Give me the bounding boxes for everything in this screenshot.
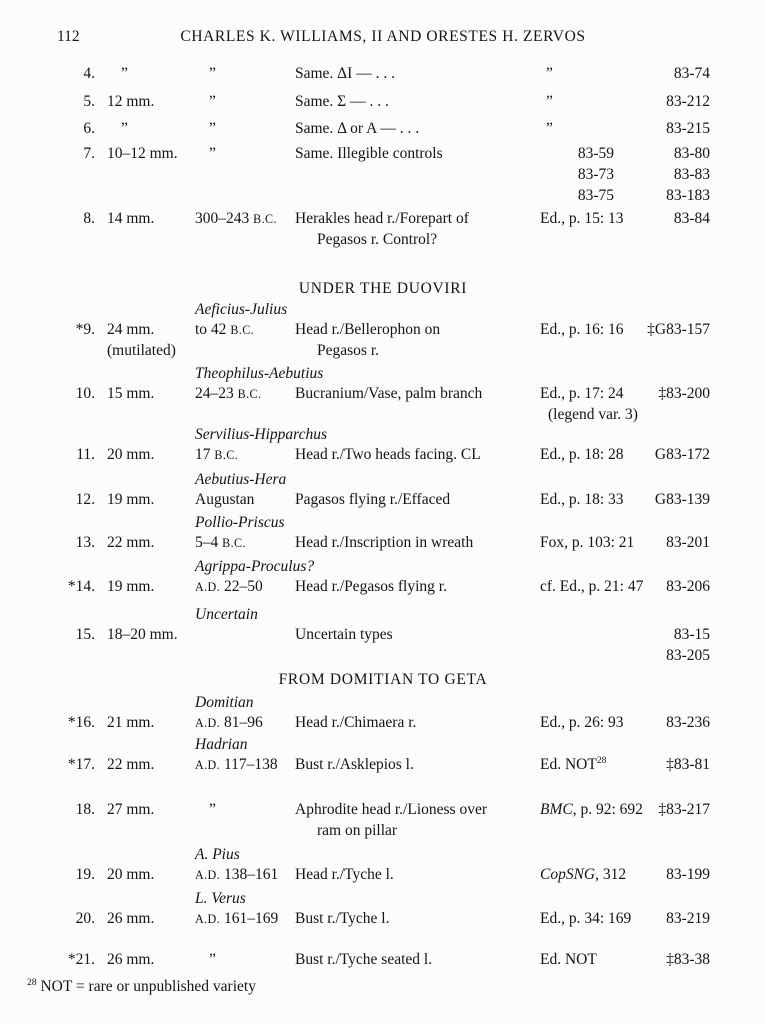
plate-star: * <box>67 951 76 968</box>
description-cell <box>295 444 540 465</box>
catalog-entry <box>45 471 721 510</box>
reference-cell <box>540 799 643 820</box>
description-line: Same. ΔI — . . . <box>295 65 395 82</box>
ditto-mark: ” <box>209 951 216 968</box>
description-line: Pegasos r. <box>317 342 379 359</box>
magistrate-name: Pollio-Priscus <box>195 514 285 531</box>
catalog-number: G83-172 <box>654 446 710 463</box>
catalog-entry <box>45 949 721 970</box>
entry-number: 9. * <box>75 321 95 338</box>
catalog-number: ‡83-217 <box>658 801 710 818</box>
reference-cell <box>540 576 644 597</box>
catalog-number-cell <box>630 319 710 340</box>
description-line: Uncertain types <box>295 626 393 643</box>
magistrate-name: Domitian <box>195 694 254 711</box>
catalog-number-cell <box>630 799 710 820</box>
entry-number: 7. <box>83 145 95 162</box>
reference-line: Ed., p. 18: 28 <box>540 446 624 463</box>
date-line: to 42 B.C. <box>195 321 255 338</box>
catalog-number-cell <box>630 624 710 666</box>
date-cell <box>195 949 295 970</box>
description-cell <box>295 864 540 885</box>
size-cell <box>95 754 195 775</box>
entry-row <box>45 576 721 598</box>
reference-line: Ed. NOT$^{28}$ <box>540 754 607 773</box>
reference-cell <box>540 754 630 775</box>
ditto-mark: ” <box>209 120 216 137</box>
catalog-number: ‡G83-157 <box>647 321 710 338</box>
entry-number: 12. <box>75 491 95 508</box>
catalog-entry <box>45 799 721 841</box>
size-line: 22 mm. <box>107 756 155 773</box>
size-cell <box>95 908 195 929</box>
catalog-entry <box>45 694 721 734</box>
entry-row <box>45 489 721 510</box>
catalog-entry <box>45 118 721 139</box>
size-line: 20 mm. <box>107 866 155 883</box>
description-line: Same. Illegible controls <box>295 145 443 162</box>
catalog-number-cell <box>630 91 710 112</box>
description-cell <box>295 908 540 929</box>
size-cell <box>95 319 195 361</box>
description-cell <box>295 208 540 250</box>
reference-cell <box>540 489 630 510</box>
entry-row <box>45 208 721 250</box>
description-cell <box>295 143 540 164</box>
catalog-number: 83-183 <box>666 187 710 204</box>
catalog-number: 83-215 <box>666 120 710 137</box>
catalog-number-cell <box>630 949 710 970</box>
ditto-mark: ” <box>121 65 128 82</box>
entry-row <box>45 908 721 930</box>
entry-number: 13. <box>75 534 95 551</box>
description-cell <box>295 118 540 139</box>
entry-row <box>45 143 721 206</box>
size-line: 14 mm. <box>107 210 155 227</box>
entry-number: 10. <box>75 385 95 402</box>
size-line: 19 mm. <box>107 578 155 595</box>
size-line: 24 mm. <box>107 321 155 338</box>
description-line: Head r./Chimaera r. <box>295 714 417 731</box>
reference-cell <box>540 864 630 885</box>
catalog-number-cell <box>630 118 710 139</box>
date-cell <box>195 489 295 510</box>
description-line: Head r./Inscription in wreath <box>295 534 474 551</box>
catalog-number: 83-83 <box>673 166 710 183</box>
size-cell <box>95 576 195 597</box>
reference-line <box>540 91 630 112</box>
catalog-number-cell <box>630 532 710 553</box>
reference-cell <box>540 143 630 206</box>
size-line <box>107 118 195 139</box>
magistrate-name: Aebutius-Hera <box>195 471 287 488</box>
description-line: Head r./Tyche l. <box>295 866 394 883</box>
reference-cell <box>540 319 630 340</box>
entry-row <box>45 532 721 554</box>
description-line: Bust r./Tyche l. <box>295 910 390 927</box>
description-cell <box>295 576 540 597</box>
catalog-number: 83-15 <box>673 626 710 643</box>
catalog-number: 83-219 <box>666 910 710 927</box>
date-cell <box>195 208 295 230</box>
entry-number: 21. * <box>67 951 95 968</box>
plate-star: * <box>67 578 76 595</box>
magistrate-name: Aeficius-Julius <box>195 301 288 318</box>
date-cell <box>195 754 295 776</box>
entry-number: 6. <box>83 120 95 137</box>
date-line: A.D. 117–138 <box>195 756 278 773</box>
catalog-number-cell <box>630 712 710 733</box>
reference-line: Fox, p. 103: 21 <box>540 534 635 551</box>
running-title: CHARLES K. WILLIAMS, II AND ORESTES H. ZERVOS <box>180 28 586 45</box>
catalog-number-cell <box>630 864 710 885</box>
description-cell <box>295 383 540 404</box>
date-line: Augustan <box>195 491 255 508</box>
plate-star: * <box>67 714 76 731</box>
size-cell <box>95 208 195 229</box>
date-cell <box>195 908 295 930</box>
reference-cell <box>540 624 630 625</box>
entry-number: 15. <box>75 626 95 643</box>
description-cell <box>295 754 540 775</box>
date-line: A.D. 138–161 <box>195 866 279 883</box>
catalog-entry <box>45 365 721 425</box>
reference-line: 83-73 <box>577 166 614 183</box>
ditto-mark: ” <box>209 145 216 162</box>
catalog-number: ‡83-38 <box>666 951 710 968</box>
description-cell <box>295 63 540 84</box>
catalog-entry <box>45 736 721 776</box>
date-cell <box>195 712 295 734</box>
date-line <box>195 949 295 970</box>
size-line: 21 mm. <box>107 714 155 731</box>
ditto-mark: ” <box>209 801 216 818</box>
entry-number: 4. <box>83 65 95 82</box>
catalog-number-cell <box>630 208 710 229</box>
description-line: Pegasos r. Control? <box>317 231 438 248</box>
reference-cell <box>540 532 635 553</box>
entry-number: 11. <box>76 446 95 463</box>
reference-cell <box>540 712 630 733</box>
date-cell <box>195 576 295 598</box>
catalog-number: 83-80 <box>673 145 710 162</box>
size-cell <box>95 712 195 733</box>
section-heading: FROM DOMITIAN TO GETA <box>278 671 488 688</box>
date-line <box>195 143 295 164</box>
size-cell <box>95 624 195 645</box>
description-line: Head r./Two heads facing. CL <box>295 446 481 463</box>
catalog-number: 83-206 <box>666 578 710 595</box>
description-line: Bucranium/Vase, palm branch <box>295 385 483 402</box>
entry-row <box>45 444 721 466</box>
section-heading: UNDER THE DUOVIRI <box>298 280 468 297</box>
size-cell <box>95 63 195 84</box>
size-line <box>107 63 195 84</box>
catalog-number: 83-201 <box>666 534 710 551</box>
reference-line: BMC, p. 92: 692 <box>540 801 643 818</box>
page-number: 112 <box>57 28 80 45</box>
entry-row <box>45 91 721 112</box>
entry-number: 8. <box>83 210 95 227</box>
reference-cell <box>540 91 630 112</box>
description-cell <box>295 91 540 112</box>
reference-line: Ed., p. 18: 33 <box>540 491 624 508</box>
description-cell <box>295 489 540 510</box>
description-cell <box>295 624 540 645</box>
size-line: 18–20 mm. <box>107 626 178 643</box>
catalog-entry <box>45 426 721 466</box>
reference-line: (legend var. 3) <box>548 406 638 423</box>
description-line: Aphrodite head r./Lioness over <box>295 801 487 818</box>
catalog-entry <box>45 846 721 886</box>
size-line: 10–12 mm. <box>107 145 178 162</box>
catalog-number: G83-139 <box>654 491 710 508</box>
description-line: Bust r./Asklepios l. <box>295 756 414 773</box>
page-header <box>0 0 766 47</box>
entry-row <box>45 63 721 84</box>
reference-line: cf. Ed., p. 21: 47 <box>540 578 644 595</box>
size-cell <box>95 444 195 465</box>
magistrate-name: Theophilus-Aebutius <box>195 365 324 382</box>
entry-row <box>45 383 721 425</box>
size-cell <box>95 91 195 112</box>
entry-row <box>45 949 721 970</box>
description-cell <box>295 532 540 553</box>
plate-star: * <box>75 321 84 338</box>
reference-line: Ed. NOT <box>540 951 597 968</box>
entry-number: 5. <box>83 93 95 110</box>
date-cell <box>195 624 295 625</box>
date-cell <box>195 444 295 466</box>
reference-line: Ed., p. 16: 16 <box>540 321 624 338</box>
reference-line: 83-75 <box>577 187 614 204</box>
date-line: 300–243 B.C. <box>195 210 277 227</box>
date-line: 24–23 B.C. <box>195 385 262 402</box>
entry-row <box>45 799 721 841</box>
size-cell <box>95 118 195 139</box>
date-cell <box>195 799 295 820</box>
description-cell <box>295 949 540 970</box>
description-cell <box>295 319 540 361</box>
reference-cell <box>540 908 630 929</box>
magistrate-name: Hadrian <box>195 736 248 753</box>
size-cell <box>95 383 195 404</box>
plate-star: * <box>67 756 76 773</box>
entry-row <box>45 754 721 776</box>
size-cell <box>95 489 195 510</box>
date-cell <box>195 143 295 164</box>
date-line: 5–4 B.C. <box>195 534 246 551</box>
description-line: Head r./Pegasos flying r. <box>295 578 447 595</box>
size-line: 19 mm. <box>107 491 155 508</box>
date-cell <box>195 118 295 139</box>
catalog-number: 83-212 <box>666 93 710 110</box>
catalog-number-cell <box>630 576 710 597</box>
size-line: 26 mm. <box>107 951 155 968</box>
catalog-number-cell <box>630 754 710 775</box>
reference-line: Ed., p. 26: 93 <box>540 714 624 731</box>
magistrate-name: Agrippa-Proculus? <box>195 558 315 575</box>
ditto-mark: ” <box>546 65 553 82</box>
entry-row <box>45 624 721 666</box>
size-cell <box>95 799 195 820</box>
reference-cell <box>540 949 630 970</box>
date-cell <box>195 864 295 886</box>
catalog-number: ‡83-200 <box>658 385 710 402</box>
size-line: 12 mm. <box>107 93 155 110</box>
date-line: A.D. 161–169 <box>195 910 279 927</box>
entry-number: 20. <box>75 910 95 927</box>
date-cell <box>195 63 295 84</box>
description-line: Same. Δ or A — . . . <box>295 120 420 137</box>
catalog-entry <box>45 558 721 598</box>
date-line: A.D. 81–96 <box>195 714 263 731</box>
date-line: 17 B.C. <box>195 446 239 463</box>
catalog-number-cell <box>630 383 710 404</box>
size-cell <box>95 949 195 970</box>
entry-row <box>45 712 721 734</box>
size-line: 20 mm. <box>107 446 155 463</box>
reference-line <box>540 63 630 84</box>
catalog-entry <box>45 514 721 554</box>
description-line: Pagasos flying r./Effaced <box>295 491 451 508</box>
date-cell <box>195 532 295 554</box>
reference-line <box>540 118 630 139</box>
ditto-mark: ” <box>209 93 216 110</box>
date-line <box>195 91 295 112</box>
date-line <box>195 118 295 139</box>
description-line: Herakles head r./Forepart of <box>295 210 469 227</box>
magistrate-name: Servilius-Hipparchus <box>195 426 328 443</box>
size-cell <box>95 864 195 885</box>
catalog-entry <box>45 63 721 84</box>
reference-cell <box>540 63 630 84</box>
catalog-entry <box>45 208 721 250</box>
catalog-number-cell <box>630 489 710 510</box>
entry-number: 18. <box>75 801 95 818</box>
catalog-entry <box>45 91 721 112</box>
description-line: Same. Σ — . . . <box>295 93 389 110</box>
reference-line: 83-59 <box>577 145 614 162</box>
entry-row <box>45 118 721 139</box>
date-line: A.D. 22–50 <box>195 578 263 595</box>
date-line <box>195 799 295 820</box>
catalog-number: ‡83-81 <box>666 756 710 773</box>
reference-cell <box>540 383 638 425</box>
reference-line: Ed., p. 34: 169 <box>540 910 632 927</box>
reference-line: Ed., p. 15: 13 <box>540 210 624 227</box>
description-cell <box>295 799 540 841</box>
reference-line: CopSNG, 312 <box>540 866 627 883</box>
size-line: 22 mm. <box>107 534 155 551</box>
catalog-number: 83-74 <box>673 65 710 82</box>
ditto-mark: ” <box>121 120 128 137</box>
size-line: (mutilated) <box>107 342 176 359</box>
size-cell <box>95 532 195 553</box>
date-cell <box>195 91 295 112</box>
magistrate-name: Uncertain <box>195 606 258 623</box>
entry-number: 17. * <box>67 756 95 773</box>
reference-cell <box>540 444 630 465</box>
description-line: Bust r./Tyche seated l. <box>295 951 433 968</box>
reference-line: Ed., p. 17: 24 <box>540 385 624 402</box>
size-line: 15 mm. <box>107 385 155 402</box>
description-line: Head r./Bellerophon on <box>295 321 441 338</box>
entry-number: 14. * <box>67 578 95 595</box>
description-line: ram on pillar <box>317 822 398 839</box>
catalog-number-cell <box>630 143 710 206</box>
coin-catalog-table <box>45 63 721 970</box>
date-cell <box>195 319 295 341</box>
catalog-entry <box>45 143 721 206</box>
magistrate-name: A. Pius <box>195 846 240 863</box>
reference-cell <box>540 118 630 139</box>
catalog-number: 83-84 <box>673 210 710 227</box>
ditto-mark: ” <box>209 65 216 82</box>
catalog-number: 83-205 <box>666 647 710 664</box>
ditto-mark: ” <box>546 93 553 110</box>
footnote: $^{28}$ NOT = rare or unpublished variety <box>27 976 256 995</box>
size-line: 26 mm. <box>107 910 155 927</box>
catalog-entry <box>45 301 721 361</box>
entry-row <box>45 864 721 886</box>
catalog-entry <box>45 890 721 930</box>
catalog-number-cell <box>630 908 710 929</box>
catalog-number-cell <box>630 444 710 465</box>
catalog-number: 83-236 <box>666 714 710 731</box>
entry-number: 16. * <box>67 714 95 731</box>
size-cell <box>95 143 195 164</box>
description-cell <box>295 712 540 733</box>
entry-row <box>45 319 721 361</box>
catalog-number-cell <box>630 63 710 84</box>
catalog-entry <box>45 606 721 666</box>
date-cell <box>195 383 295 405</box>
date-line <box>195 63 295 84</box>
size-line: 27 mm. <box>107 801 155 818</box>
ditto-mark: ” <box>546 120 553 137</box>
catalog-number: 83-199 <box>666 866 710 883</box>
reference-cell <box>540 208 630 229</box>
magistrate-name: L. Verus <box>195 890 246 907</box>
entry-number: 19. <box>75 866 95 883</box>
